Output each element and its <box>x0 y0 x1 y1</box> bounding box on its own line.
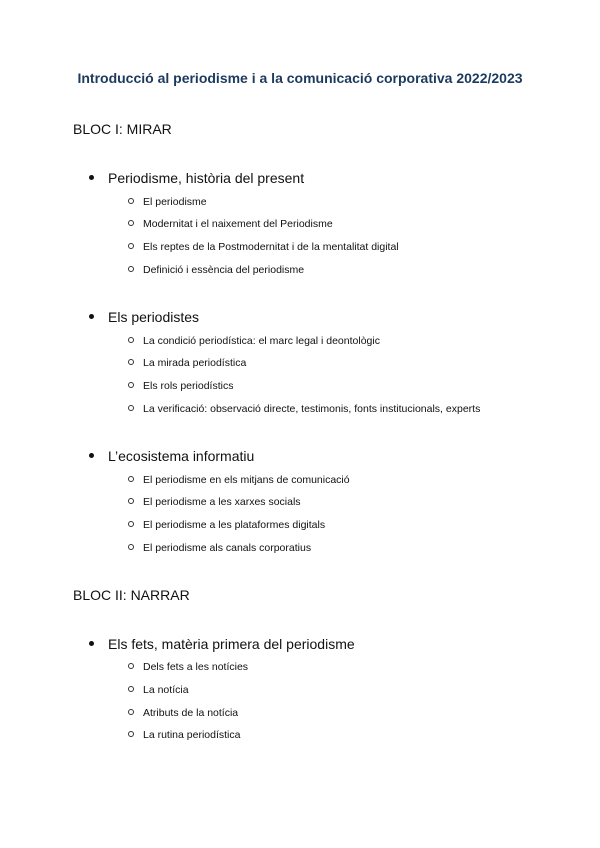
document-title: Introducció al periodisme i a la comunicació corporativa 2022/2023 <box>77 70 523 86</box>
subtopic-label: El periodisme a les xarxes socials <box>143 496 301 508</box>
subtopic-label: La notícia <box>143 684 189 696</box>
subtopic-item <box>128 264 304 276</box>
hollow-bullet-icon <box>128 243 134 249</box>
subtopic-item <box>128 403 480 415</box>
subtopic-label: Definició i essència del periodisme <box>143 264 305 276</box>
subtopic-item <box>128 684 189 696</box>
subtopic-item <box>128 707 238 719</box>
hollow-bullet-icon <box>128 731 134 737</box>
subtopic-label: El periodisme a les plataformes digitals <box>143 519 326 531</box>
subtopic-item <box>128 335 380 347</box>
hollow-bullet-icon <box>128 198 134 204</box>
subtopic-item <box>128 474 350 486</box>
hollow-bullet-icon <box>128 266 134 272</box>
topic-label: Periodisme, història del present <box>108 170 305 186</box>
subtopic-label: La mirada periodística <box>143 357 247 369</box>
subtopic-item <box>128 357 246 369</box>
hollow-bullet-icon <box>128 382 134 388</box>
hollow-bullet-icon <box>128 498 134 504</box>
hollow-bullet-icon <box>128 521 134 527</box>
bullet-icon <box>89 314 94 319</box>
subtopic-item <box>128 661 248 673</box>
hollow-bullet-icon <box>128 686 134 692</box>
bloc-heading: BLOC I: MIRAR <box>73 121 172 137</box>
subtopic-label: La verificació: observació directe, testimonis, fonts institucionals, experts <box>143 403 481 415</box>
subtopic-label: El periodisme en els mitjans de comunicació <box>143 474 350 486</box>
subtopic-label: Dels fets a les notícies <box>143 661 249 673</box>
hollow-bullet-icon <box>128 544 134 550</box>
hollow-bullet-icon <box>128 337 134 343</box>
hollow-bullet-icon <box>128 663 134 669</box>
subtopic-item <box>128 496 301 508</box>
subtopic-item <box>128 241 399 253</box>
subtopic-label: El periodisme als canals corporatius <box>143 542 312 554</box>
bloc-heading: BLOC II: NARRAR <box>73 587 190 603</box>
topic-label: Els fets, matèria primera del periodisme <box>108 636 355 652</box>
subtopic-label: La rutina periodística <box>143 729 241 741</box>
topic-item <box>89 309 199 325</box>
topic-item <box>89 448 254 464</box>
bullet-icon <box>89 641 94 646</box>
subtopic-item <box>128 218 333 230</box>
subtopic-item <box>128 519 325 531</box>
subtopic-label: El periodisme <box>143 196 207 208</box>
topic-label: Els periodistes <box>108 309 200 325</box>
hollow-bullet-icon <box>128 476 134 482</box>
subtopic-label: Atributs de la notícia <box>143 707 239 719</box>
topic-item <box>89 636 355 652</box>
topic-label: L’ecosistema informatiu <box>108 448 255 464</box>
bullet-icon <box>89 175 94 180</box>
hollow-bullet-icon <box>128 220 134 226</box>
subtopic-label: Els reptes de la Postmodernitat i de la mentalitat digital <box>143 241 399 253</box>
hollow-bullet-icon <box>128 359 134 365</box>
topic-item <box>89 170 304 186</box>
bullet-icon <box>89 453 94 458</box>
hollow-bullet-icon <box>128 405 134 411</box>
subtopic-label: Els rols periodístics <box>143 380 234 392</box>
hollow-bullet-icon <box>128 709 134 715</box>
subtopic-label: Modernitat i el naixement del Periodisme <box>143 218 333 230</box>
subtopic-label: La condició periodística: el marc legal i deontològic <box>143 335 380 347</box>
subtopic-item <box>128 542 311 554</box>
subtopic-item <box>128 380 233 392</box>
subtopic-item <box>128 729 240 741</box>
subtopic-item <box>128 196 207 208</box>
